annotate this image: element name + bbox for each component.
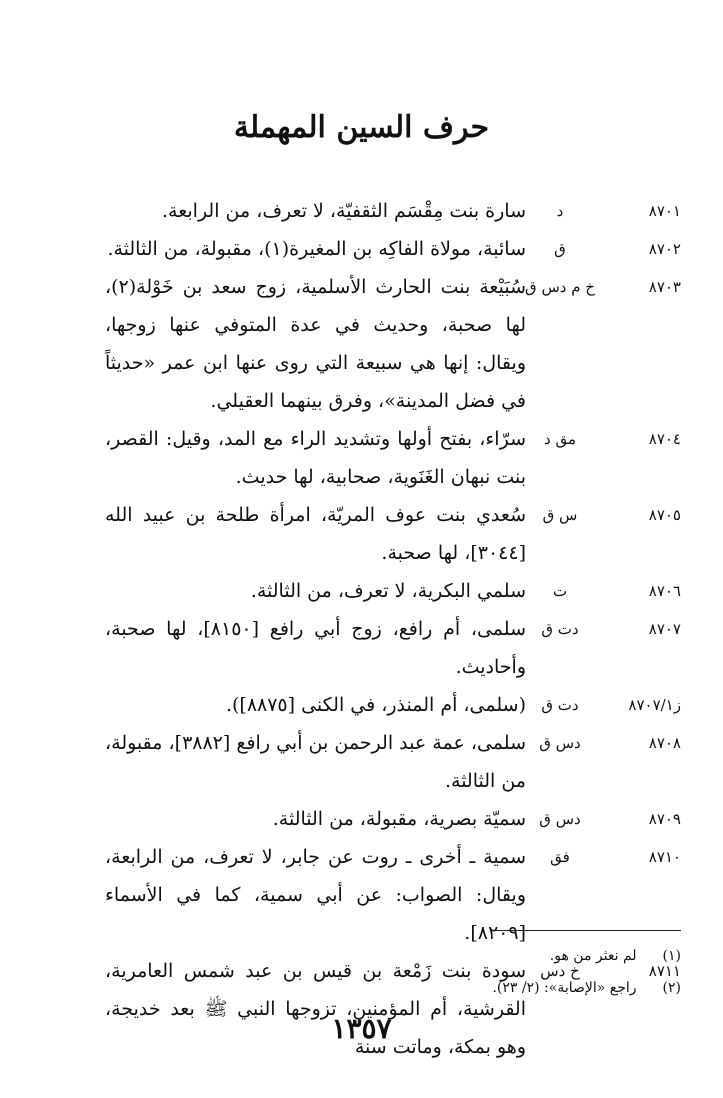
entry-code: دس ق [539, 810, 581, 828]
page-number: ١٣٥٧ [331, 1012, 392, 1045]
entry-code: مق د [544, 430, 576, 448]
footnote-2 [81, 972, 681, 1004]
entry-code: د [556, 202, 564, 220]
entry-text: (سلمى، أم المنذر، في الكنى [٨٨٧٥]). [225, 694, 526, 716]
entry-number: ٨٧٠٧ [648, 620, 681, 638]
entry-text: سارة بنت مِقْسَم الثقفيّة، لا تعرف، من الرابعة. [161, 200, 526, 222]
entry-8707 [0, 610, 723, 686]
entry-text: سلمى، أم رافع، زوج أبي رافع [٨١٥٠]، لها صحبة، وأحاديث. [105, 618, 526, 678]
footnote-text: راجع «الإصابة»: (٢/ ٢٣). [492, 980, 637, 996]
entry-text: سُبَيْعة بنت الحارث الأسلمية، زوج سعد بن خَوْلة(٢)، لها صحبة، وحديث في عدة المتوفي عنها زوجها، ويقال: إنها هي سبيعة التي روى عنها ابن عمر «حديثاً في فضل المدينة»، وفرق بينهما العقيلي. [105, 276, 526, 412]
entry-text: سودة بنت زَمْعة بن قيس بن عبد شمس العامرية، القرشية، أم المؤمنين، تزوجها النبي ﷺ بعد خديجة، وهو بمكة، وماتت سنة [105, 960, 526, 1058]
entry-8708 [0, 724, 723, 800]
entry-number: ٨٧١٠ [648, 848, 681, 866]
entry-text: سلمي البكرية، لا تعرف، من الثالثة. [250, 580, 526, 602]
entry-text: سمية ـ أخرى ـ روت عن جابر، لا تعرف، من الرابعة، ويقال: الصواب: عن أبي سمية، كما في الأسماء [٨٢٠٩]. [105, 846, 526, 944]
entry-number: ٨٧٠٩ [648, 810, 681, 828]
entry-code: خ دس [540, 962, 580, 980]
entry-number: ٨٧٠٥ [648, 506, 681, 524]
entry-8706 [0, 572, 723, 610]
entry-number: ٨٧٠١ [648, 202, 681, 220]
entry-number: ٨٧١١ [648, 962, 681, 980]
entry-8703 [0, 268, 723, 420]
entry-text: سائبة، مولاة الفاكِه بن المغيرة(١)، مقبولة، من الثالثة. [107, 238, 526, 260]
entry-8707-1 [0, 686, 723, 724]
footnote-number: (٢) [662, 980, 681, 996]
entry-text: سرّاء، بفتح أولها وتشديد الراء مع المد، وقيل: القصر، بنت نبهان الغَنَوية، صحابية، لها حديث. [105, 428, 526, 488]
entry-number: ٨٧٠٣ [648, 278, 681, 296]
entries-list [0, 192, 723, 1066]
entry-code: دت ق [541, 620, 579, 638]
entry-code: خ م دس ق [525, 278, 595, 296]
entry-text: سميّة بصرية، مقبولة، من الثالثة. [272, 808, 526, 830]
entry-8709 [0, 800, 723, 838]
entry-code: ق [554, 240, 566, 258]
footnote-text: لم نعثر من هو. [549, 948, 637, 964]
entry-number: ٨٧٠٨ [648, 734, 681, 752]
footnotes [81, 940, 681, 1004]
entry-number: ٨٧٠٦ [648, 582, 681, 600]
entry-code: ت [552, 582, 568, 600]
page-title: حرف السين المهملة [233, 110, 490, 145]
footnote-divider [491, 930, 681, 931]
entry-number: ز٨٧٠٧/١ [628, 696, 681, 714]
footnote-1 [81, 940, 681, 972]
entry-8704 [0, 420, 723, 496]
entry-code: فق [550, 848, 570, 866]
footnote-number: (١) [662, 948, 681, 964]
entry-text: سُعدي بنت عوف المريّة، امرأة طلحة بن عبيد الله [٣٠٤٤]، لها صحبة. [105, 504, 526, 564]
entry-8702 [0, 230, 723, 268]
entry-8710 [0, 838, 723, 952]
entry-code: دس ق [539, 734, 581, 752]
entry-8701 [0, 192, 723, 230]
entry-text: سلمى، عمة عبد الرحمن بن أبي رافع [٣٨٨٢]، مقبولة، من الثالثة. [105, 732, 527, 792]
entry-8705 [0, 496, 723, 572]
entry-number: ٨٧٠٤ [648, 430, 681, 448]
entry-number: ٨٧٠٢ [648, 240, 681, 258]
entry-code: دت ق [541, 696, 579, 714]
entry-code: س ق [542, 506, 578, 524]
